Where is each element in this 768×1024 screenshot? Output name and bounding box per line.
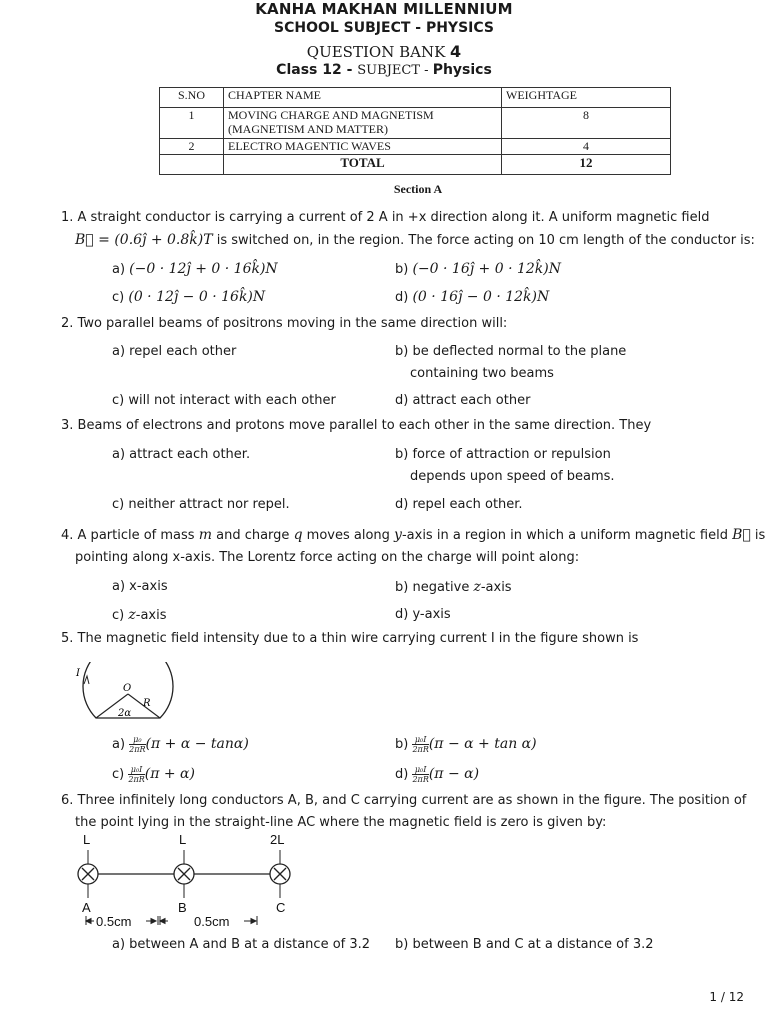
label-angle: 2α: [118, 708, 132, 719]
page-number: 1 / 12: [709, 990, 744, 1004]
fraction: [129, 735, 145, 754]
option-label: c): [112, 767, 129, 782]
current-arrow-icon: [84, 676, 89, 684]
option-math: (0 · 12ĵ − 0 · 16k̂)N: [128, 289, 266, 305]
option-text: -axis: [480, 580, 512, 595]
q2-option-d: d) attract each other: [395, 393, 531, 408]
option-math: (−0 · 12ĵ + 0 · 16k̂)N: [129, 261, 278, 277]
q6-conductors-figure: [74, 830, 304, 928]
label-distance-ab: 0.5cm: [96, 914, 132, 928]
q4-part: moves along: [302, 528, 395, 543]
q4-mass-symbol: m: [198, 527, 212, 543]
subject-name: Physics: [432, 62, 492, 78]
q6-option-b: b) between B and C at a distance of 3.2: [395, 937, 654, 952]
conductor-b-cross-icon: [174, 864, 194, 884]
label-conductor-c-current: 2L: [270, 832, 285, 847]
q2-option-b: b) be deflected normal to the plane: [395, 344, 627, 359]
q5-option-b: [395, 735, 537, 754]
q5-option-c: [112, 765, 195, 784]
label-current: I: [76, 668, 80, 679]
col-header-weightage: WEIGHTAGE: [502, 88, 671, 108]
school-name: KANHA MAKHAN MILLENNIUM: [255, 0, 513, 18]
total-label: TOTAL: [224, 155, 502, 175]
label-distance-bc: 0.5cm: [194, 914, 230, 928]
fraction-denominator: 2πR: [412, 775, 429, 784]
col-header-sno: S.NO: [160, 88, 224, 108]
fraction-numerator: μ₀: [129, 735, 145, 745]
question-bank-number: 4: [450, 42, 462, 61]
option-text: c): [112, 608, 129, 623]
q4-option-b: [395, 579, 512, 595]
conductor-a-cross-icon: [78, 864, 98, 884]
q4-text-line2: pointing along x-axis. The Lorentz force acting on the charge will point along:: [75, 550, 580, 565]
option-math: (π − α): [428, 766, 480, 782]
option-text: -axis: [135, 608, 167, 623]
label-point-b: B: [178, 900, 187, 915]
option-label: a): [112, 737, 130, 752]
q3-text: 3. Beams of electrons and protons move parallel to each other in the same direction. They: [61, 418, 652, 433]
option-math: (−0 · 16ĵ + 0 · 12k̂)N: [412, 261, 561, 277]
option-math: (π + α): [144, 766, 195, 782]
row-sno: 1: [160, 108, 224, 139]
q4-part: and charge: [211, 528, 294, 543]
q6-option-a: a) between A and B at a distance of 3.2: [112, 937, 371, 952]
col-header-chapter: CHAPTER NAME: [224, 88, 502, 108]
q3-option-d: d) repel each other.: [395, 497, 523, 512]
q4-part: is: [750, 528, 766, 543]
question-bank-title: [0, 42, 768, 61]
question-bank-label: QUESTION BANK: [306, 43, 451, 61]
fraction-denominator: 2πR: [412, 745, 429, 754]
label-conductor-a-current: L: [83, 832, 91, 847]
class-subject-line: [0, 62, 768, 78]
q6-text: 6. Three infinitely long conductors A, B, and C carrying current are as shown in the figure. The position of: [61, 793, 747, 808]
q2-text: 2. Two parallel beams of positrons moving in the same direction will:: [61, 316, 508, 331]
q3-option-c: c) neither attract nor repel.: [112, 497, 290, 512]
table-header-row: [160, 88, 671, 108]
q6-text-line2: the point lying in the straight-line AC where the magnetic field is zero is given by:: [75, 815, 607, 830]
fraction-denominator: 2πR: [128, 775, 145, 784]
row-weightage: 8: [502, 108, 671, 139]
q4-y-symbol: y: [394, 527, 402, 543]
label-point-c: C: [276, 900, 286, 915]
q1-text: 1. A straight conductor is carrying a current of 2 A in +x direction along it. A uniform magnetic field: [61, 210, 710, 225]
q2-option-c: c) will not interact with each other: [112, 393, 336, 408]
table-row: [160, 139, 671, 155]
q2-option-b-cont: containing two beams: [410, 366, 554, 381]
q1-text-line2: [75, 232, 755, 248]
chapter-weightage-table: [159, 87, 671, 175]
fraction-denominator: 2πR: [129, 745, 146, 754]
fraction-numerator: μ₀I: [412, 765, 428, 775]
fraction: [128, 765, 144, 784]
option-math: (π + α − tanα): [145, 736, 249, 752]
subject-title: SCHOOL SUBJECT - PHYSICS: [274, 20, 494, 36]
option-math: (π − α + tan α): [428, 736, 537, 752]
q1-option-a: [112, 261, 278, 277]
label-point-a: A: [82, 900, 91, 915]
option-label: a): [112, 262, 130, 277]
q1-option-d: [395, 289, 549, 305]
q1-field-expression: B⃗ = (0.6ĵ + 0.8k̂)T: [75, 232, 213, 248]
q4-option-a: a) x-axis: [112, 579, 168, 594]
q5-option-a: [112, 735, 249, 754]
option-math: (0 · 16ĵ − 0 · 12k̂)N: [412, 289, 550, 305]
q4-option-c: [112, 607, 167, 623]
q5-text: 5. The magnetic field intensity due to a thin wire carrying current I in the figure shown is: [61, 631, 639, 646]
q4-part: 4. A particle of mass: [61, 528, 199, 543]
q1-text-continued: is switched on, in the region. The force acting on 10 cm length of the conductor is:: [212, 233, 755, 248]
option-label: c): [112, 290, 129, 305]
z-symbol: z: [128, 607, 136, 623]
q4-part: -axis in a region in which a uniform magnetic field: [401, 528, 733, 543]
fraction-numerator: μ₀I: [412, 735, 428, 745]
fraction: [412, 765, 428, 784]
q3-option-b: b) force of attraction or repulsion: [395, 447, 611, 462]
label-radius: R: [143, 698, 151, 709]
table-row: [160, 108, 671, 139]
total-spacer: [160, 155, 224, 175]
class-label: Class 12 -: [276, 62, 358, 78]
row-chapter-name: MOVING CHARGE AND MAGNETISM (MAGNETISM AND MATTER): [224, 108, 502, 139]
fraction: [412, 735, 428, 754]
label-center: O: [123, 683, 132, 694]
total-value: 12: [502, 155, 671, 175]
q4-text: [61, 527, 765, 543]
q3-option-b-cont: depends upon speed of beams.: [410, 469, 615, 484]
row-sno: 2: [160, 139, 224, 155]
option-text: b) negative: [395, 580, 474, 595]
q5-circle-figure: [74, 662, 178, 730]
row-chapter-name: ELECTRO MAGENTIC WAVES: [224, 139, 502, 155]
subject-label: SUBJECT -: [357, 63, 433, 78]
option-label: d): [395, 290, 413, 305]
z-symbol: z: [473, 579, 481, 595]
fraction-numerator: μ₀I: [128, 765, 144, 775]
section-heading: Section A: [393, 182, 443, 196]
q3-option-a: a) attract each other.: [112, 447, 251, 462]
option-label: b): [395, 262, 413, 277]
q1-option-c: [112, 289, 265, 305]
label-conductor-b-current: L: [179, 832, 187, 847]
q4-option-d: d) y-axis: [395, 607, 451, 622]
option-label: d): [395, 767, 413, 782]
table-total-row: [160, 155, 671, 175]
q2-option-a: a) repel each other: [112, 344, 237, 359]
conductor-c-cross-icon: [270, 864, 290, 884]
q4-field-symbol: B⃗: [732, 527, 751, 543]
row-weightage: 4: [502, 139, 671, 155]
q5-option-d: [395, 765, 479, 784]
q4-charge-symbol: q: [293, 527, 303, 543]
q1-option-b: [395, 261, 561, 277]
option-label: b): [395, 737, 413, 752]
